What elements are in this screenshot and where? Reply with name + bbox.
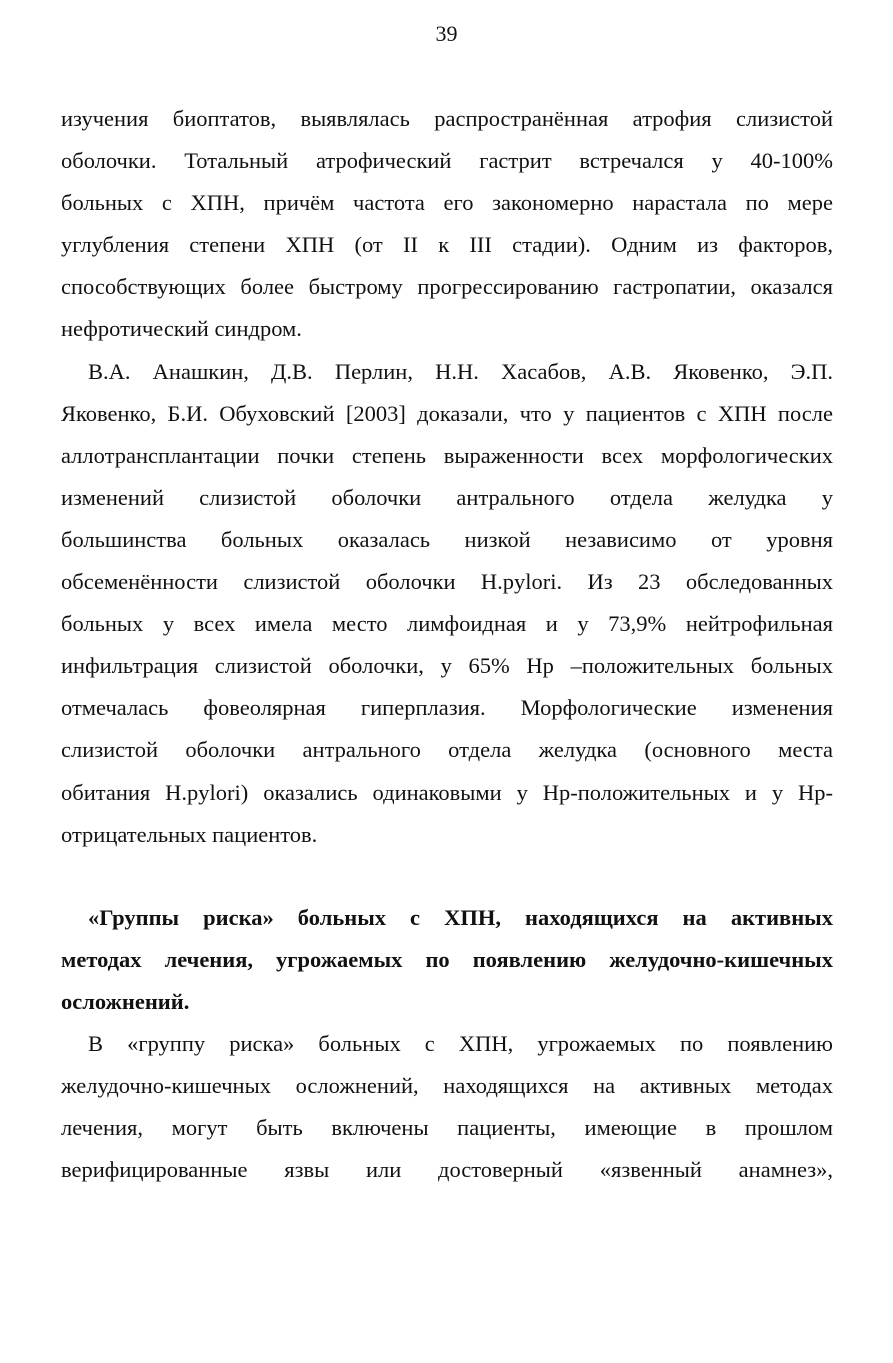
paragraph-risk-group bbox=[61, 1023, 833, 1191]
text-line: обитания H.pylori) оказались одинаковыми у Hp-положительных и у Hp- bbox=[61, 779, 833, 805]
text-line: Яковенко, Б.И. Обуховский [2003] доказали, что у пациентов с ХПН после bbox=[61, 400, 833, 426]
text-line: способствующих более быстрому прогрессированию гастропатии, оказался bbox=[61, 274, 833, 300]
text-line: углубления степени ХПН (от II к III стадии). Одним из факторов, bbox=[61, 232, 833, 258]
text-line: обсеменённости слизистой оболочки H.pylori. Из 23 обследованных bbox=[61, 569, 833, 595]
text-line: аллотрансплантации почки степень выраженности всех морфологических bbox=[61, 442, 833, 468]
text-line: В «группу риска» больных с ХПН, угрожаемых по появлению bbox=[88, 1030, 833, 1056]
text-line: изменений слизистой оболочки антрального отдела желудка у bbox=[61, 484, 833, 510]
heading-line: методах лечения, угрожаемых по появлению желудочно-кишечных bbox=[61, 946, 833, 972]
text-line: желудочно-кишечных осложнений, находящихся на активных методах bbox=[61, 1073, 833, 1099]
heading-line: «Группы риска» больных с ХПН, находящихся на активных bbox=[88, 904, 833, 930]
text-line: инфильтрация слизистой оболочки, у 65% Hp –положительных больных bbox=[61, 653, 833, 679]
text-line: верифицированные язвы или достоверный «язвенный анамнез», bbox=[61, 1157, 833, 1183]
text-line: лечения, могут быть включены пациенты, имеющие в прошлом bbox=[61, 1115, 833, 1141]
text-line: больных с ХПН, причём частота его закономерно нарастала по мере bbox=[61, 190, 833, 216]
section-spacer bbox=[61, 856, 833, 897]
text-line: большинства больных оказалась низкой независимо от уровня bbox=[61, 526, 833, 552]
paragraph-atrophy bbox=[61, 98, 833, 351]
text-line: отрицательных пациентов. bbox=[61, 821, 318, 847]
page-body bbox=[61, 98, 833, 1191]
text-line: отмечалась фовеолярная гиперплазия. Морфологические изменения bbox=[61, 695, 833, 721]
paragraph-transplant-study bbox=[61, 351, 833, 856]
text-line: В.А. Анашкин, Д.В. Перлин, Н.Н. Хасабов, А.В. Яковенко, Э.П. bbox=[88, 358, 833, 384]
text-line: нефротический синдром. bbox=[61, 316, 302, 342]
page-number: 39 bbox=[435, 21, 458, 46]
text-line: изучения биоптатов, выявлялась распространённая атрофия слизистой bbox=[61, 106, 833, 131]
heading-line: осложнений. bbox=[61, 988, 190, 1014]
text-line: больных у всех имела место лимфоидная и у 73,9% нейтрофильная bbox=[61, 611, 833, 637]
text-line: оболочки. Тотальный атрофический гастрит встречался у 40-100% bbox=[61, 148, 833, 174]
text-line: слизистой оболочки антрального отдела желудка (основного места bbox=[61, 737, 833, 763]
section-heading bbox=[61, 897, 833, 1023]
